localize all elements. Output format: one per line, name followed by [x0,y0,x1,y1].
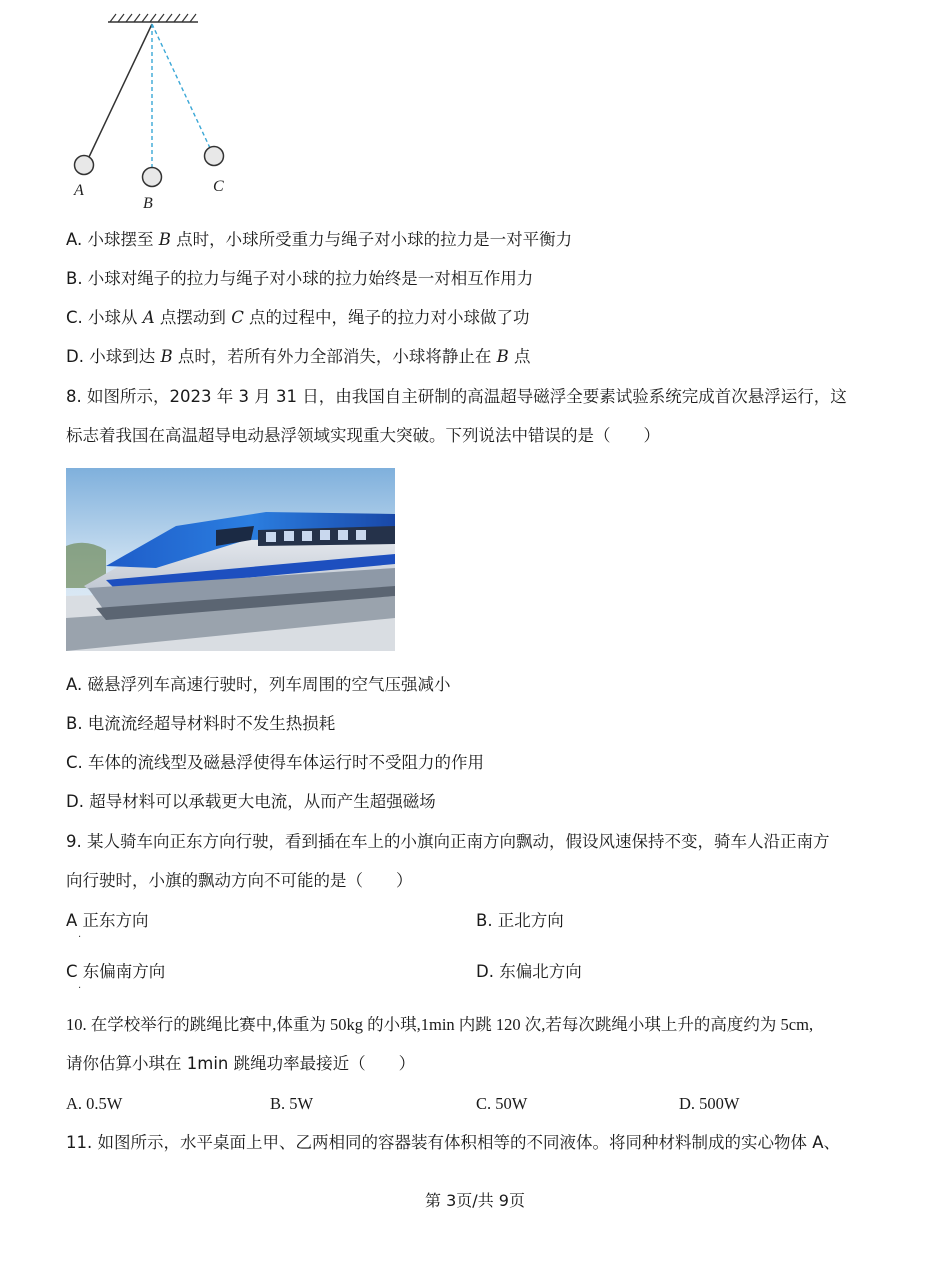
q8-option-a: A. 磁悬浮列车高速行驶时，列车周围的空气压强减小 [66,675,451,694]
q10-option-a: A. 0.5W [66,1094,123,1113]
q7-option-a: A. 小球摆至 B 点时，小球所受重力与绳子对小球的拉力是一对平衡力 [66,230,573,249]
string-c [152,24,210,148]
q9-option-a: A 正东方向 [66,911,149,930]
q9-option-c-dot: · [78,983,82,994]
q7-option-b: B. 小球对绳子的拉力与绳子对小球的拉力始终是一对相互作用力 [66,269,534,288]
q10-stem-line1: 10. 在学校举行的跳绳比赛中,体重为 50kg 的小琪,1min 内跳 120 次,若每次跳绳小琪上升的高度约为 5cm, [66,1015,814,1034]
q9-option-c: C 东偏南方向 [66,962,166,981]
q8-option-b: B. 电流流经超导材料时不发生热损耗 [66,714,336,733]
q11-stem-line1: 11. 如图所示，水平桌面上甲、乙两相同的容器装有体积相等的不同液体。将同种材料制成的实心物体 A、 [66,1133,841,1152]
q8-option-d: D. 超导材料可以承载更大电流，从而产生超强磁场 [66,792,436,811]
ceiling-hatch [110,14,196,22]
q10-option-b: B. 5W [270,1094,314,1113]
q9-stem-line2: 向行驶时，小旗的飘动方向不可能的是（ ） [66,871,413,890]
q8-stem-line2: 标志着我国在高温超导电动悬浮领域实现重大突破。下列说法中错误的是（ ） [66,426,660,445]
q10-option-c: C. 50W [476,1094,528,1113]
ball-a [75,156,94,175]
ball-b [143,168,162,187]
q8-option-c: C. 车体的流线型及磁悬浮使得车体运行时不受阻力的作用 [66,753,485,772]
q9-option-b: B. 正北方向 [476,911,564,930]
q7-option-c: C. 小球从 A 点摆动到 C 点的过程中，绳子的拉力对小球做了功 [66,308,530,327]
q7-option-d: D. 小球到达 B 点时，若所有外力全部消失，小球将静止在 B 点 [66,347,531,366]
maglev-train-photo [66,468,395,651]
label-b: B [143,195,153,212]
q10-option-d: D. 500W [679,1094,740,1113]
string-a [89,24,152,157]
label-c: C [213,178,224,195]
q8-stem-line1: 8. 如图所示，2023 年 3 月 31 日，由我国自主研制的高温超导磁浮全要素试验系统完成首次悬浮运行，这 [66,387,847,406]
page-footer: 第 3页/共 9页 [425,1191,525,1210]
ball-c [205,147,224,166]
q9-option-a-dot: · [78,932,82,943]
q9-stem-line1: 9. 某人骑车向正东方向行驶，看到插在车上的小旗向正南方向飘动，假设风速保持不变，骑车人沿正南方 [66,832,830,851]
q10-stem-line2: 请你估算小琪在 1min 跳绳功率最接近（ ） [66,1054,416,1073]
pendulum-figure [60,10,240,215]
q9-option-d: D. 东偏北方向 [476,962,582,981]
label-a: A [74,182,84,199]
